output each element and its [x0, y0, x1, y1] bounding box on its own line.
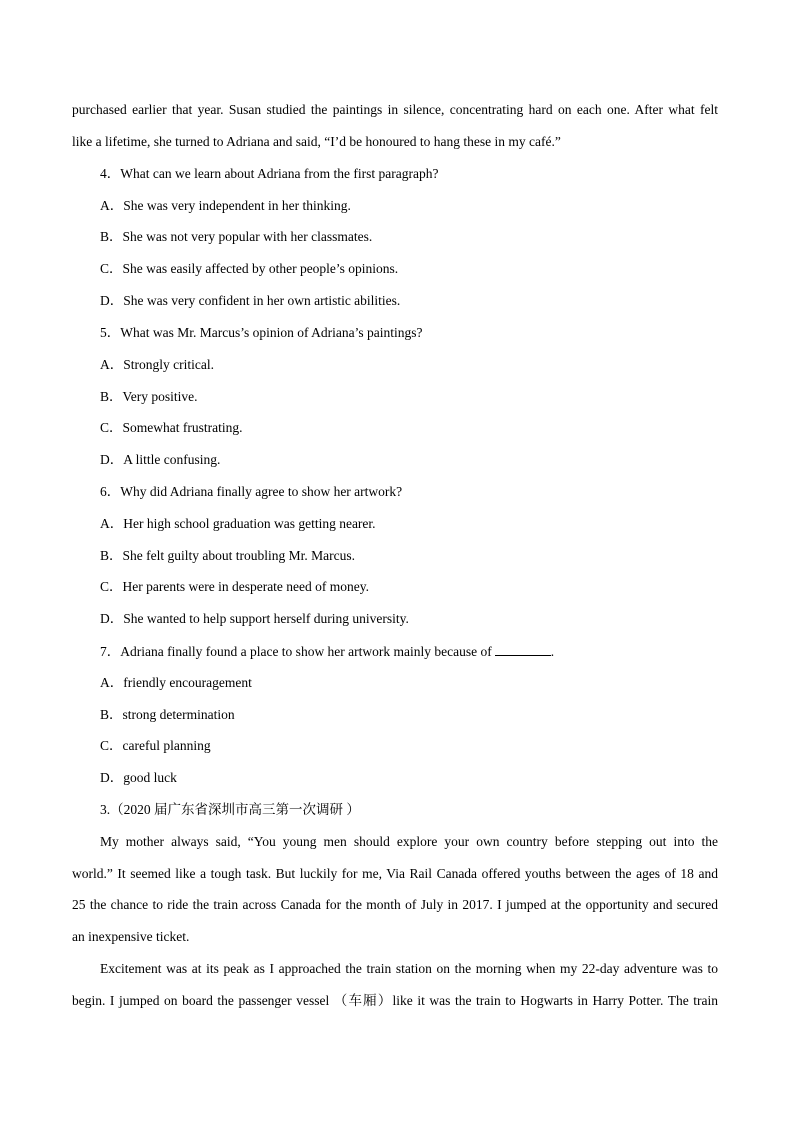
- passage-line: an inexpensive ticket.: [72, 929, 190, 944]
- answer-option: A．friendly encouragement: [100, 675, 252, 690]
- answer-option: C．careful planning: [100, 738, 211, 753]
- question-stem: 4．What can we learn about Adriana from the first paragraph?: [100, 166, 439, 181]
- question-stem-line: [100, 643, 554, 660]
- passage-line: like a lifetime, she turned to Adriana and said, “I’d be honoured to hang these in my café.”: [72, 134, 561, 149]
- passage-line: begin. I jumped on board the passenger vessel （车厢）like it was the train to Hogwarts in Harry Potter. The train: [72, 993, 718, 1008]
- answer-option: B．strong determination: [100, 707, 235, 722]
- answer-option: D．She was very confident in her own artistic abilities.: [100, 293, 401, 308]
- answer-option: A．Strongly critical.: [100, 357, 214, 372]
- answer-option: B．Very positive.: [100, 389, 198, 404]
- answer-option: B．She was not very popular with her classmates.: [100, 229, 373, 244]
- question-stem: 5．What was Mr. Marcus’s opinion of Adriana’s paintings?: [100, 325, 423, 340]
- answer-option: A．She was very independent in her thinking.: [100, 198, 351, 213]
- passage-line: My mother always said, “You young men should explore your own country before stepping out into the: [100, 834, 718, 849]
- passage-line: world.” It seemed like a tough task. But luckily for me, Via Rail Canada offered youths between the ages of 18 and: [72, 866, 718, 881]
- answer-option: C．Somewhat frustrating.: [100, 420, 243, 435]
- answer-option: D．good luck: [100, 770, 177, 785]
- answer-option: B．She felt guilty about troubling Mr. Marcus.: [100, 548, 355, 563]
- question-stem-end: .: [550, 644, 555, 659]
- passage-line: purchased earlier that year. Susan studied the paintings in silence, concentrating hard on each one. After what felt: [72, 102, 718, 117]
- question-stem: 6．Why did Adriana finally agree to show her artwork?: [100, 484, 403, 499]
- answer-option: D．A little confusing.: [100, 452, 221, 467]
- answer-blank: [495, 643, 551, 656]
- question-stem: 7．Adriana finally found a place to show her artwork mainly because of: [100, 644, 492, 659]
- section-heading: 3.（2020 届广东省深圳市高三第一次调研 ）: [100, 802, 360, 817]
- passage-line: Excitement was at its peak as I approached the train station on the morning when my 22-day adventure was to: [100, 961, 718, 976]
- answer-option: D．She wanted to help support herself during university.: [100, 611, 409, 626]
- answer-option: A．Her high school graduation was getting nearer.: [100, 516, 376, 531]
- passage-line: 25 the chance to ride the train across Canada for the month of July in 2017. I jumped at the opportunity and secured: [72, 897, 718, 912]
- answer-option: C．She was easily affected by other people’s opinions.: [100, 261, 399, 276]
- answer-option: C．Her parents were in desperate need of money.: [100, 579, 370, 594]
